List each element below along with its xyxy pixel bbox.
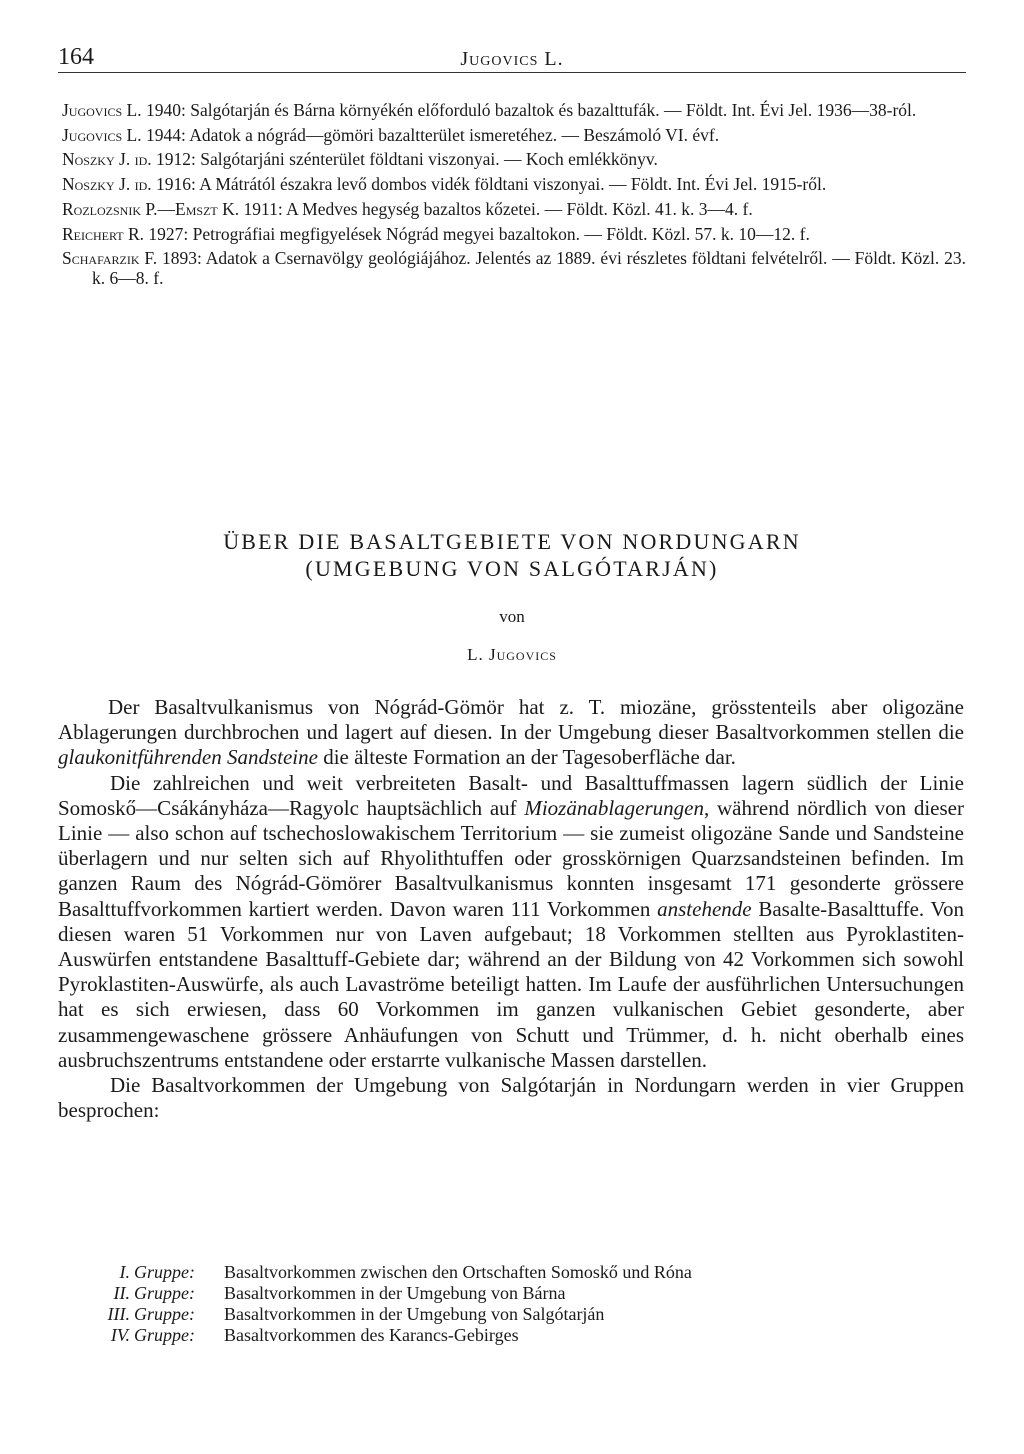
group-number: III. <box>107 1304 130 1324</box>
reference-author: Jugovics L. <box>62 100 142 120</box>
emphasis-text: Miozänablagerungen <box>524 795 704 820</box>
reference-item <box>62 199 966 219</box>
paragraph-text: Die zahlreichen und weit verbreiteten Basalt- und Basalttuffmassen lagern südlich der Linie Somoskő—Csákányháza—Ragyolc hauptsächlich auf <box>58 770 964 820</box>
group-description: Basaltvorkommen des Karancs-Gebirges <box>224 1325 519 1345</box>
reference-text: 1927: Petrográfiai megfigyelések Nógrád megyei bazaltokon. — Földt. Közl. 57. k. 10—12. f. <box>144 223 810 244</box>
paragraph-2 <box>58 771 964 1073</box>
article-von: von <box>499 607 525 626</box>
paragraph-text: Basalte-Basalttuffe. Von diesen waren 51 Vorkommen nur von Laven aufgebaut; 18 Vorkommen stellten aus Pyroklastiten-Auswürfen entstandene Basalttuff-Gebiete dar; während an der Bildung von 42 Vorkommen sich sowohl Pyroklastiten-Auswürfe, als auch Lavaströme beteiligt hatten. Im Laufe der ausführlichen Untersuchungen hat es sich erwiesen, dass 60 Vorkommen im ganzen vulkanischen Gebiet gesonderte, aber zusammengewaschene grössere Anhäufungen von Schutt und Trümmer, d. h. nicht oberhalb eines ausbruchszentrums entstandene oder erstarrte vulkanische Massen darstellen. <box>58 896 964 1072</box>
reference-text: 1893: Adatok a Csernavölgy geológiájához. Jelentés az 1889. évi részletes földtani felvételről. — Földt. Közl. 23. k. 6—8. f. <box>92 248 966 289</box>
article-title-line-2: (UMGEBUNG VON SALGÓTARJÁN) <box>305 556 719 581</box>
group-description: Basaltvorkommen in der Umgebung von Bárna <box>224 1283 566 1303</box>
paragraph-3: Die Basaltvorkommen der Umgebung von Salgótarján in Nordungarn werden in vier Gruppen besprochen: <box>58 1073 964 1123</box>
reference-item <box>62 149 966 169</box>
reference-item <box>62 248 966 288</box>
group-label: Gruppe: <box>134 1262 195 1282</box>
emphasis-text: glaukonitführenden Sandsteine <box>58 745 318 770</box>
group-row <box>100 1304 692 1325</box>
reference-item <box>62 224 966 244</box>
article-heading <box>58 528 966 665</box>
reference-item <box>62 174 966 194</box>
group-list <box>100 1262 692 1346</box>
group-number: I. <box>119 1262 130 1282</box>
group-label: Gruppe: <box>134 1304 195 1324</box>
reference-author: Rozlozsnik P.—Emszt K. <box>62 198 240 219</box>
reference-author: Noszky J. id. <box>62 174 152 195</box>
group-number: IV. <box>110 1325 130 1345</box>
reference-list <box>62 100 966 293</box>
paragraph-text: , während nördlich von dieser Linie — also schon auf tschechoslowakischem Territorium — sie zumeist oligozäne Sande und Sandsteine überlagern und nur selten sich auf Rhyolithtuffen oder grosskörnigen Quarzsandsteinen befinden. Im ganzen Raum des Nógrád-Gömörer Basaltvulkanismus konnten insgesamt 171 gesonderte grössere Basalttuffvorkommen kartiert werden. Davon waren 111 Vorkommen <box>58 795 964 921</box>
paragraph-text: die älteste Formation an der Tagesoberfläche dar. <box>317 745 736 770</box>
reference-author: Jugovics L. <box>62 124 142 145</box>
group-row <box>100 1283 692 1304</box>
paragraph-1 <box>58 695 964 771</box>
page-number: 164 <box>58 44 94 70</box>
reference-author: Schafarzik F. <box>62 248 158 269</box>
group-table <box>100 1262 692 1346</box>
reference-author: Reichert R. <box>62 223 145 244</box>
group-label: Gruppe: <box>134 1283 195 1303</box>
group-description: Basaltvorkommen in der Umgebung von Salgótarján <box>224 1304 605 1324</box>
reference-item <box>62 100 966 120</box>
running-title: Jugovics L. <box>460 48 564 70</box>
reference-text: 1940: Salgótarján és Bárna környékén előforduló bazaltok és bazalttufák. — Földt. Int. Évi Jel. 1936—38-ról. <box>141 100 917 120</box>
reference-text: 1911: A Medves hegység bazaltos kőzetei. — Földt. Közl. 41. k. 3—4. f. <box>239 198 753 219</box>
reference-author: Noszky J. id. <box>62 149 152 170</box>
reference-text: 1912: Salgótarjáni szénterület földtani viszonyai. — Koch emlékkönyv. <box>151 149 658 170</box>
group-row <box>100 1262 692 1283</box>
paragraph-text: Der Basaltvulkanismus von Nógrád-Gömör hat z. T. miozäne, grösstenteils aber oligozäne Ablagerungen durchbrochen und lagert auf diesen. In der Umgebung dieser Basaltvorkommen stellen die <box>58 695 964 745</box>
emphasis-text: anstehende <box>657 896 752 921</box>
reference-text: 1916: A Mátrától északra levő dombos vidék földtani viszonyai. — Földt. Int. Évi Jel. 1915-ről. <box>151 174 827 195</box>
group-row <box>100 1325 692 1346</box>
article-title-line-1: ÜBER DIE BASALTGEBIETE VON NORDUNGARN <box>223 529 801 554</box>
group-label: Gruppe: <box>134 1325 195 1345</box>
reference-text: 1944: Adatok a nógrád—gömöri bazaltterület ismeretéhez. — Beszámoló VI. évf. <box>141 124 720 145</box>
article-body <box>58 695 964 1123</box>
article-author: L. Jugovics <box>467 645 557 664</box>
header-rule <box>58 72 966 73</box>
reference-item <box>62 125 966 145</box>
group-number: II. <box>113 1283 130 1303</box>
group-description: Basaltvorkommen zwischen den Ortschaften Somoskő und Róna <box>224 1262 692 1282</box>
